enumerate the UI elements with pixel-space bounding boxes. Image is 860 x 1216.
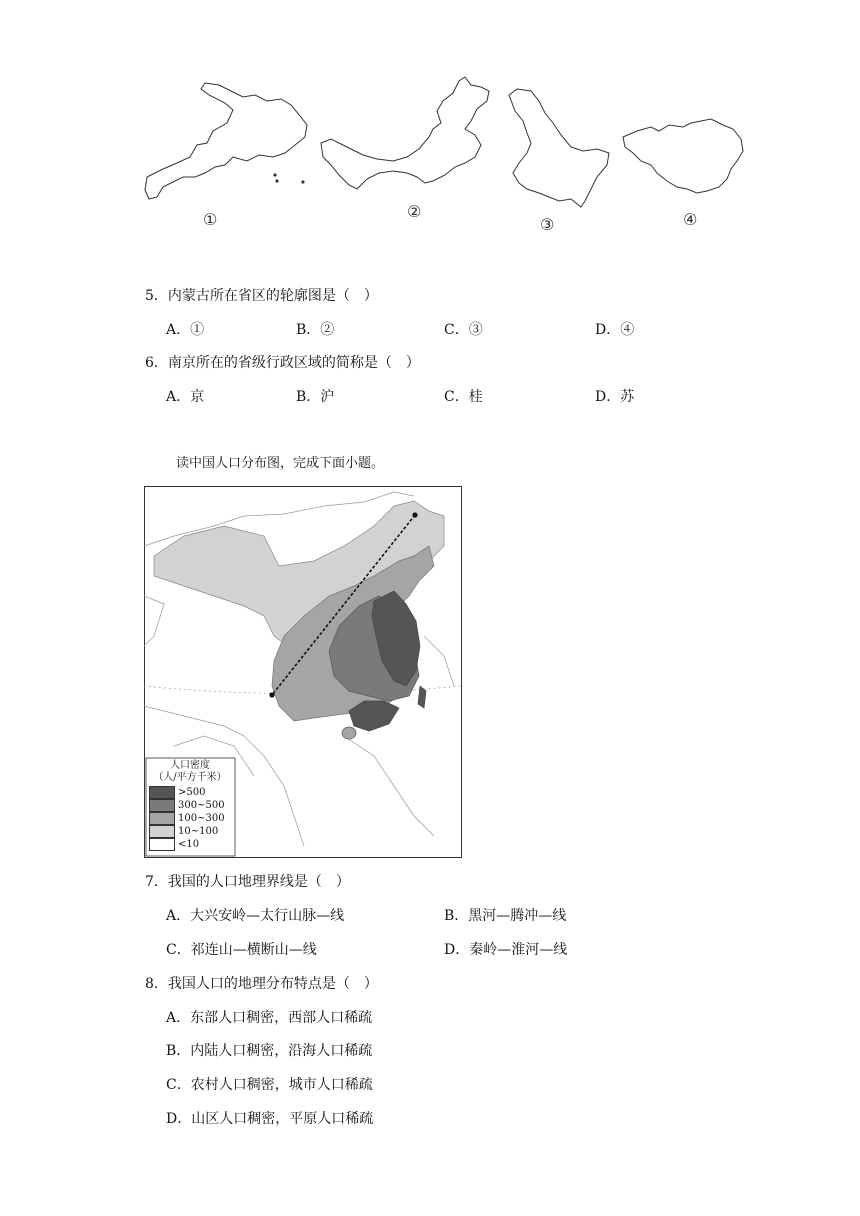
legend-item xyxy=(149,786,225,799)
question-6-option-d[interactable]: D．苏 xyxy=(595,389,635,405)
question-6-stem: 6．南京所在的省级行政区域的简称是（ ） xyxy=(145,355,420,371)
question-5-option-d[interactable]: D．④ xyxy=(595,322,635,338)
map-legend xyxy=(146,760,234,784)
legend-label: >500 xyxy=(178,787,206,798)
legend-item xyxy=(149,812,225,825)
province-outline-1 xyxy=(145,83,307,199)
legend-item xyxy=(149,799,225,812)
legend-unit: （人/平方千米） xyxy=(153,772,227,783)
question-5-stem: 5．内蒙古所在省区的轮廓图是（ ） xyxy=(145,288,378,304)
legend-swatch xyxy=(149,799,175,812)
reading-prompt: 读中国人口分布图，完成下面小题。 xyxy=(176,456,385,471)
legend-swatch xyxy=(149,786,175,799)
province-outlines-figure xyxy=(135,65,755,240)
figure-label-4: ④ xyxy=(683,210,698,229)
question-8-option-a[interactable]: A．东部人口稠密，西部人口稀疏 xyxy=(166,1010,373,1026)
legend-swatch xyxy=(149,825,175,838)
province-outline-2 xyxy=(321,77,489,189)
legend-item xyxy=(149,838,225,851)
question-8-option-b[interactable]: B．内陆人口稠密，沿海人口稀疏 xyxy=(166,1043,373,1059)
question-8-option-c[interactable]: C．农村人口稠密，城市人口稀疏 xyxy=(166,1077,373,1093)
legend-swatch xyxy=(149,812,175,825)
question-5-option-c[interactable]: C．③ xyxy=(444,322,483,338)
figure-label-1: ① xyxy=(203,210,218,229)
question-8-option-d[interactable]: D．山区人口稠密，平原人口稀疏 xyxy=(166,1111,374,1127)
question-6-option-b[interactable]: B．沪 xyxy=(296,389,335,405)
question-7-option-a[interactable]: A．大兴安岭—太行山脉—线 xyxy=(166,908,345,924)
question-7-option-b[interactable]: B．黑河—腾冲—线 xyxy=(444,908,567,924)
figure-label-3: ③ xyxy=(540,215,555,234)
question-5-option-b[interactable]: B．② xyxy=(296,322,335,338)
legend-swatch xyxy=(149,838,175,851)
legend-title: 人口密度 xyxy=(170,760,210,771)
figure-label-2: ② xyxy=(407,202,422,221)
question-8-stem: 8．我国人口的地理分布特点是（ ） xyxy=(145,976,378,992)
legend-label: 10~100 xyxy=(178,826,219,837)
province-outline-4 xyxy=(623,119,743,193)
question-6-option-a[interactable]: A．京 xyxy=(166,389,205,405)
question-7-stem: 7．我国的人口地理界线是（ ） xyxy=(145,874,350,890)
province-outline-3 xyxy=(509,89,609,207)
question-6-option-c[interactable]: C．桂 xyxy=(444,389,483,405)
legend-label: 300~500 xyxy=(178,800,225,811)
legend-label: <10 xyxy=(178,839,200,850)
question-5-option-a[interactable]: A．① xyxy=(166,322,205,338)
legend-item xyxy=(149,825,225,838)
legend-items xyxy=(149,786,225,851)
legend-label: 100~300 xyxy=(178,813,225,824)
question-7-option-c[interactable]: C．祁连山—横断山—线 xyxy=(166,942,317,958)
question-7-option-d[interactable]: D．秦岭—淮河—线 xyxy=(444,942,568,958)
